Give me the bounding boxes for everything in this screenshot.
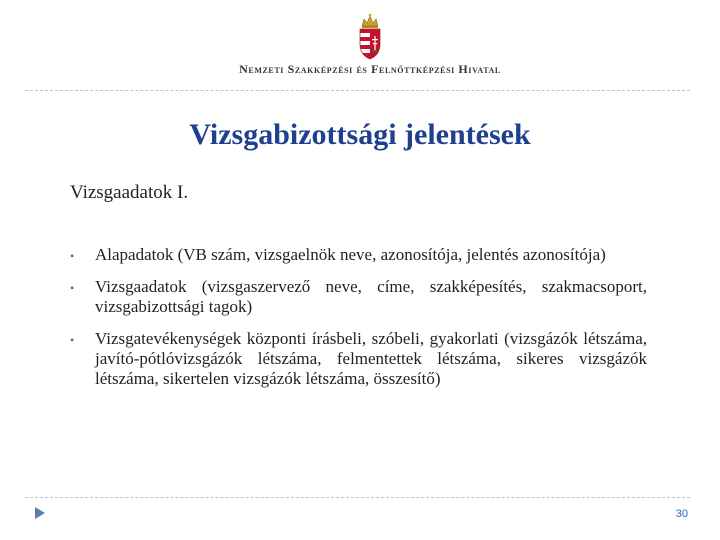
- list-item-text: Alapadatok (VB szám, vizsgaelnök neve, azonosítója, jelentés azonosítója): [95, 245, 606, 264]
- list-item: [70, 277, 647, 317]
- footer-divider: [25, 497, 690, 498]
- bullet-list: [70, 245, 647, 401]
- list-item-text: Vizsgatevékenységek központi írásbeli, szóbeli, gyakorlati (vizsgázók létszáma, javító-pótlóvizsgázók létszáma, felmentettek létszáma, sikeres vizsgázók létszáma, sikertelen vizsgázók létszáma, összesítő): [95, 329, 647, 388]
- bullet-icon: •: [70, 333, 75, 347]
- bullet-icon: •: [70, 249, 75, 263]
- list-item-text: Vizsgaadatok (vizsgaszervező neve, címe, szakképesítés, szakmacsoport, vizsgabizottsági tagok): [95, 277, 647, 316]
- section-subtitle: Vizsgaadatok I.: [70, 182, 189, 203]
- bullet-icon: •: [70, 281, 75, 295]
- page-number: 30: [675, 508, 688, 520]
- list-item: [70, 245, 647, 265]
- header-divider: [25, 90, 690, 91]
- list-item: [70, 329, 647, 389]
- institution-name: Nemzeti Szakképzési és Felnőttképzési Hivatal: [239, 62, 501, 76]
- triangle-right-icon[interactable]: [34, 506, 46, 520]
- hungarian-coat-of-arms-icon: [355, 12, 385, 62]
- page-title: Vizsgabizottsági jelentések: [189, 118, 531, 151]
